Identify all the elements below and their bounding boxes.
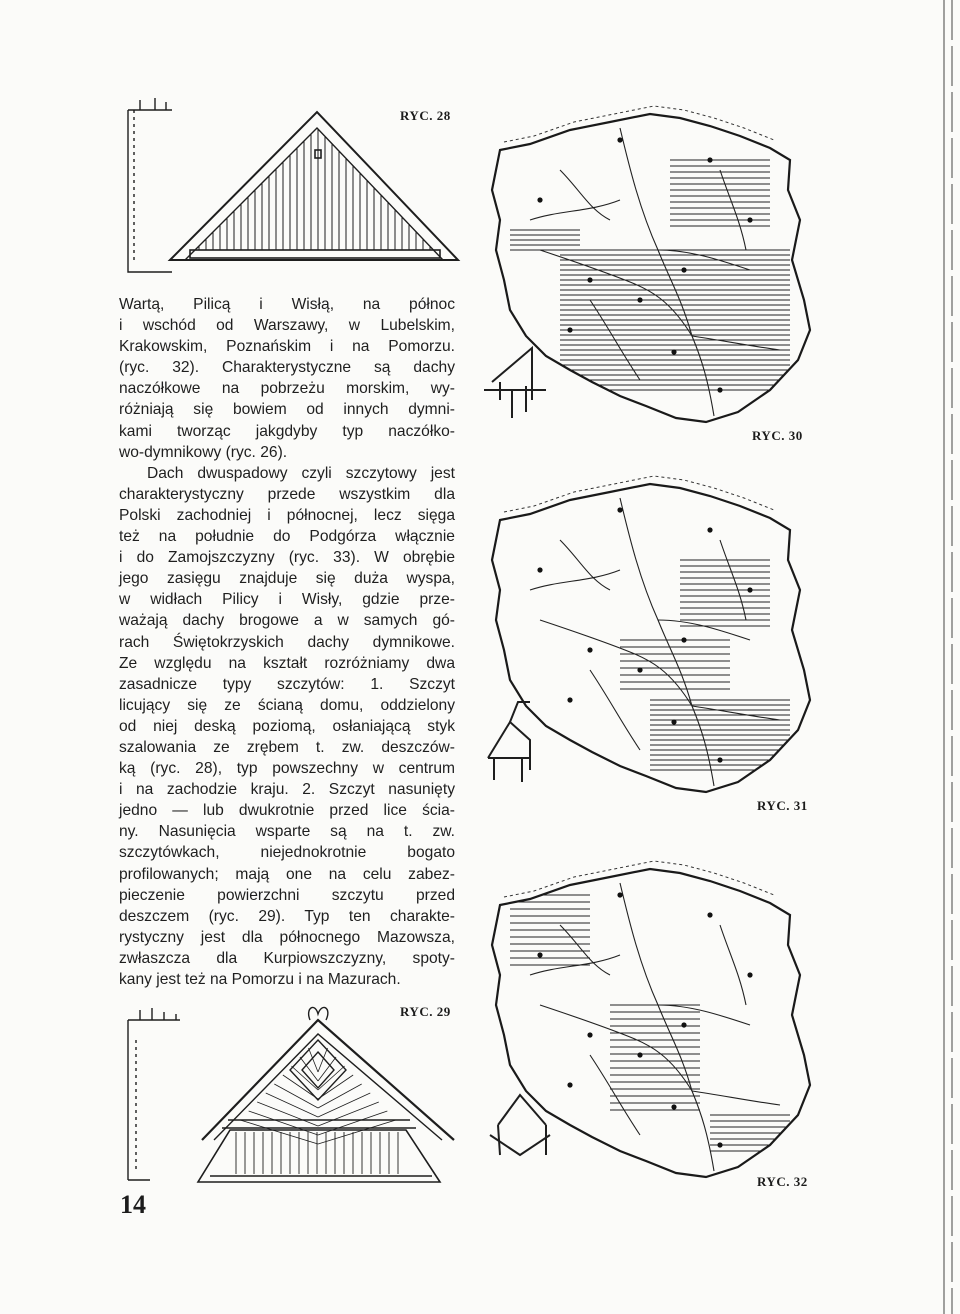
binding-edge [930, 0, 960, 1314]
caption-ryc31: RYC. 31 [757, 798, 808, 813]
text-line: (ryc. 32). Charakterystyczne są dachy [119, 359, 455, 377]
text-line: Polski zachodniej i północnej, lecz sięga [119, 506, 455, 524]
text-line: w widłach Pilicy i Wisły, gdzie prze- [119, 591, 455, 609]
map-ryc30 [470, 100, 820, 430]
text-line: szczytówkach, niejednokrotnie bogato [119, 844, 455, 862]
text-line: i na zachodzie kraju. 2. Szczyt nasunięty [119, 781, 455, 799]
caption-ryc30: RYC. 30 [752, 428, 803, 443]
text-line: naczółkowe na pobrzeżu morskim, wy- [119, 380, 455, 398]
map-ryc31 [470, 470, 820, 800]
text-line: różniają się bowiem od innych dymni- [119, 401, 455, 419]
gable-figure-ryc29 [110, 1000, 460, 1190]
text-line: Dach dwuspadowy czyli szczytowy jest [147, 464, 455, 482]
text-line: Krakowskim, Poznańskim i na Pomorzu. [119, 338, 455, 356]
text-line: też na południe do Podgórza włącznie [119, 528, 455, 546]
text-line: jedno — lub dwukrotnie przed lice ścia- [119, 802, 455, 820]
text-line: kami tworząc jakgdyby typ naczółko- [119, 422, 455, 440]
text-line: zwłaszcza dla Kurpiowszczyzny, spoty- [119, 949, 455, 967]
text-line: jego zasięgu znajduje się duża wyspa, [119, 570, 455, 588]
page-number: 14 [120, 1190, 146, 1219]
text-line: profilowanych; mają one na celu zabez- [119, 865, 455, 883]
text-line: Ze względu na kształt rozróżniamy dwa [119, 654, 455, 672]
text-line: ważają dachy brogowe a w samych gó- [119, 612, 455, 630]
text-line: rach Świętokrzyskich dachy dymnikowe. [119, 633, 455, 651]
text-line: kany jest też na Pomorzu i na Mazurach. [119, 971, 401, 988]
text-line: wo-dymnikowy (ryc. 26). [119, 443, 288, 461]
text-line: i wschód od Warszawy, w Lubelskim, [119, 317, 455, 335]
text-line: ny. Nasunięcia wsparte są na t. zw. [119, 823, 455, 841]
text-line: zasadnicze typy szczytów: 1. Szczyt [119, 675, 455, 693]
body-text [119, 294, 455, 990]
text-line: ką (ryc. 28), typ powszechny w centrum [119, 760, 455, 778]
text-line: szalowania ze zrębem t. zw. deszczów- [119, 738, 455, 756]
caption-ryc28: RYC. 28 [400, 108, 451, 123]
gable-figure-ryc28 [110, 100, 460, 280]
map-ryc32 [470, 855, 820, 1185]
text-line: Wartą, Pilicą i Wisłą, na północ [119, 296, 455, 313]
caption-ryc29: RYC. 29 [400, 1004, 451, 1019]
text-line: i do Zamojszczyzny (ryc. 33). W obrębie [119, 549, 455, 567]
text-line: od niej deską poziomą, osłaniającą styk [119, 717, 455, 735]
text-line: licujący się ze ścianą domu, oddzielony [119, 696, 455, 714]
text-line: deszczem (ryc. 29). Typ ten charakte- [119, 907, 455, 925]
text-line: pieczenie powierzchni szczytu przed [119, 886, 455, 904]
text-line: charakterystyczny przede wszystkim dla [119, 485, 455, 503]
text-line: rystyczny jest dla północnego Mazowsza, [119, 928, 455, 946]
caption-ryc32: RYC. 32 [757, 1174, 808, 1189]
